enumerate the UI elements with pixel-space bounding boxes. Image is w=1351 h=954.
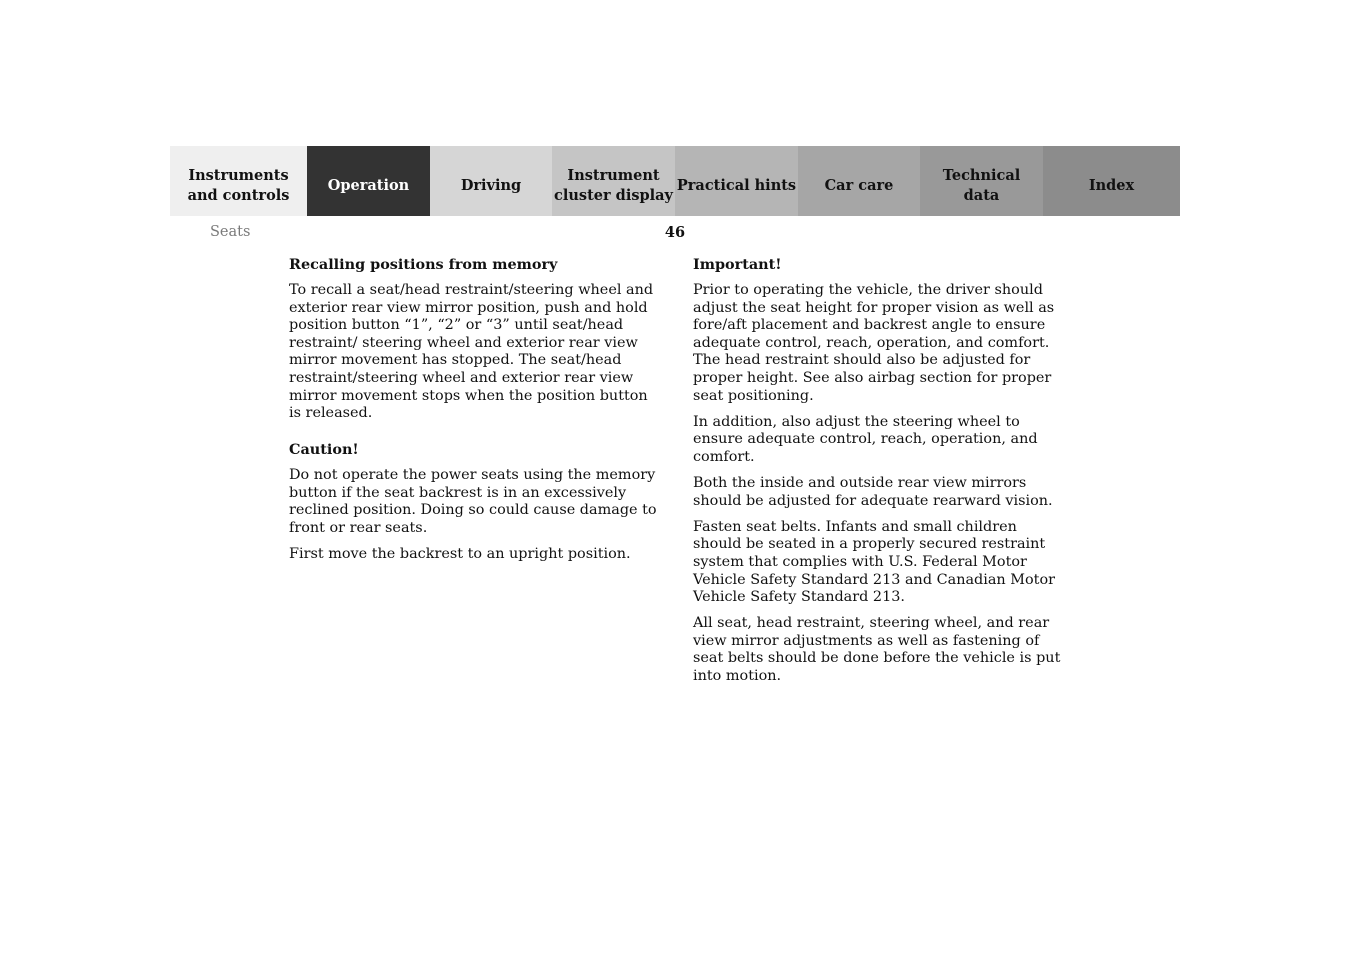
- recall-memory-paragraph: To recall a seat/head restraint/steering wheel and exterior rear view mirror position, push and hold position button “1”, “2” or “3” until seat/head restraint/ steering wheel and exterior rear view mirror movement has stopped. The seat/head restraint/steering wheel and exterior rear view mirror movement stops when the position button is released.: [289, 282, 654, 422]
- page-number: 46: [664, 224, 686, 241]
- steering-wheel-paragraph: In addition, also adjust the steering wheel to ensure adequate control, reach, operation, and comfort.: [693, 413, 1038, 465]
- tab-instrument-cluster-display[interactable]: Instrument cluster display: [552, 146, 675, 216]
- tab-operation[interactable]: Operation: [307, 146, 430, 216]
- tab-technical-data[interactable]: Technical data: [920, 146, 1043, 216]
- tab-practical-hints[interactable]: Practical hints: [675, 146, 798, 216]
- tab-car-care[interactable]: Car care: [798, 146, 920, 216]
- important-heading: Important!: [693, 256, 782, 273]
- left-column: [289, 256, 664, 572]
- before-motion-paragraph: All seat, head restraint, steering wheel, and rear view mirror adjustments as well as fastening of seat belts should be done before the vehicle is put into motion.: [693, 615, 1061, 684]
- upright-backrest-paragraph: First move the backrest to an upright position.: [289, 545, 631, 562]
- seat-adjust-paragraph: Prior to operating the vehicle, the driver should adjust the seat height for proper vision as well as fore/aft placement and backrest angle to ensure adequate control, reach, operation, and comfort. The head restraint should also be adjusted for proper height. See also airbag section for proper seat positioning.: [693, 282, 1055, 404]
- recall-memory-heading: Recalling positions from memory: [289, 256, 558, 273]
- chapter-tab-bar: [170, 146, 1180, 216]
- caution-heading: Caution!: [289, 440, 359, 458]
- tab-instruments-and-controls[interactable]: Instruments and controls: [170, 146, 307, 216]
- mirrors-paragraph: Both the inside and outside rear view mirrors should be adjusted for adequate rearward vision.: [693, 475, 1053, 509]
- caution-paragraph: Do not operate the power seats using the memory button if the seat backrest is in an excessively reclined position. Doing so could cause damage to front or rear seats.: [289, 466, 657, 536]
- section-title: Seats: [210, 224, 251, 240]
- tab-driving[interactable]: Driving: [430, 146, 552, 216]
- tab-index[interactable]: Index: [1043, 146, 1180, 216]
- right-column: [693, 256, 1063, 694]
- seat-belts-paragraph: Fasten seat belts. Infants and small children should be seated in a properly secured restraint system that complies with U.S. Federal Motor Vehicle Safety Standard 213 and Canadian Motor Vehicle Safety Standard 213.: [693, 518, 1055, 606]
